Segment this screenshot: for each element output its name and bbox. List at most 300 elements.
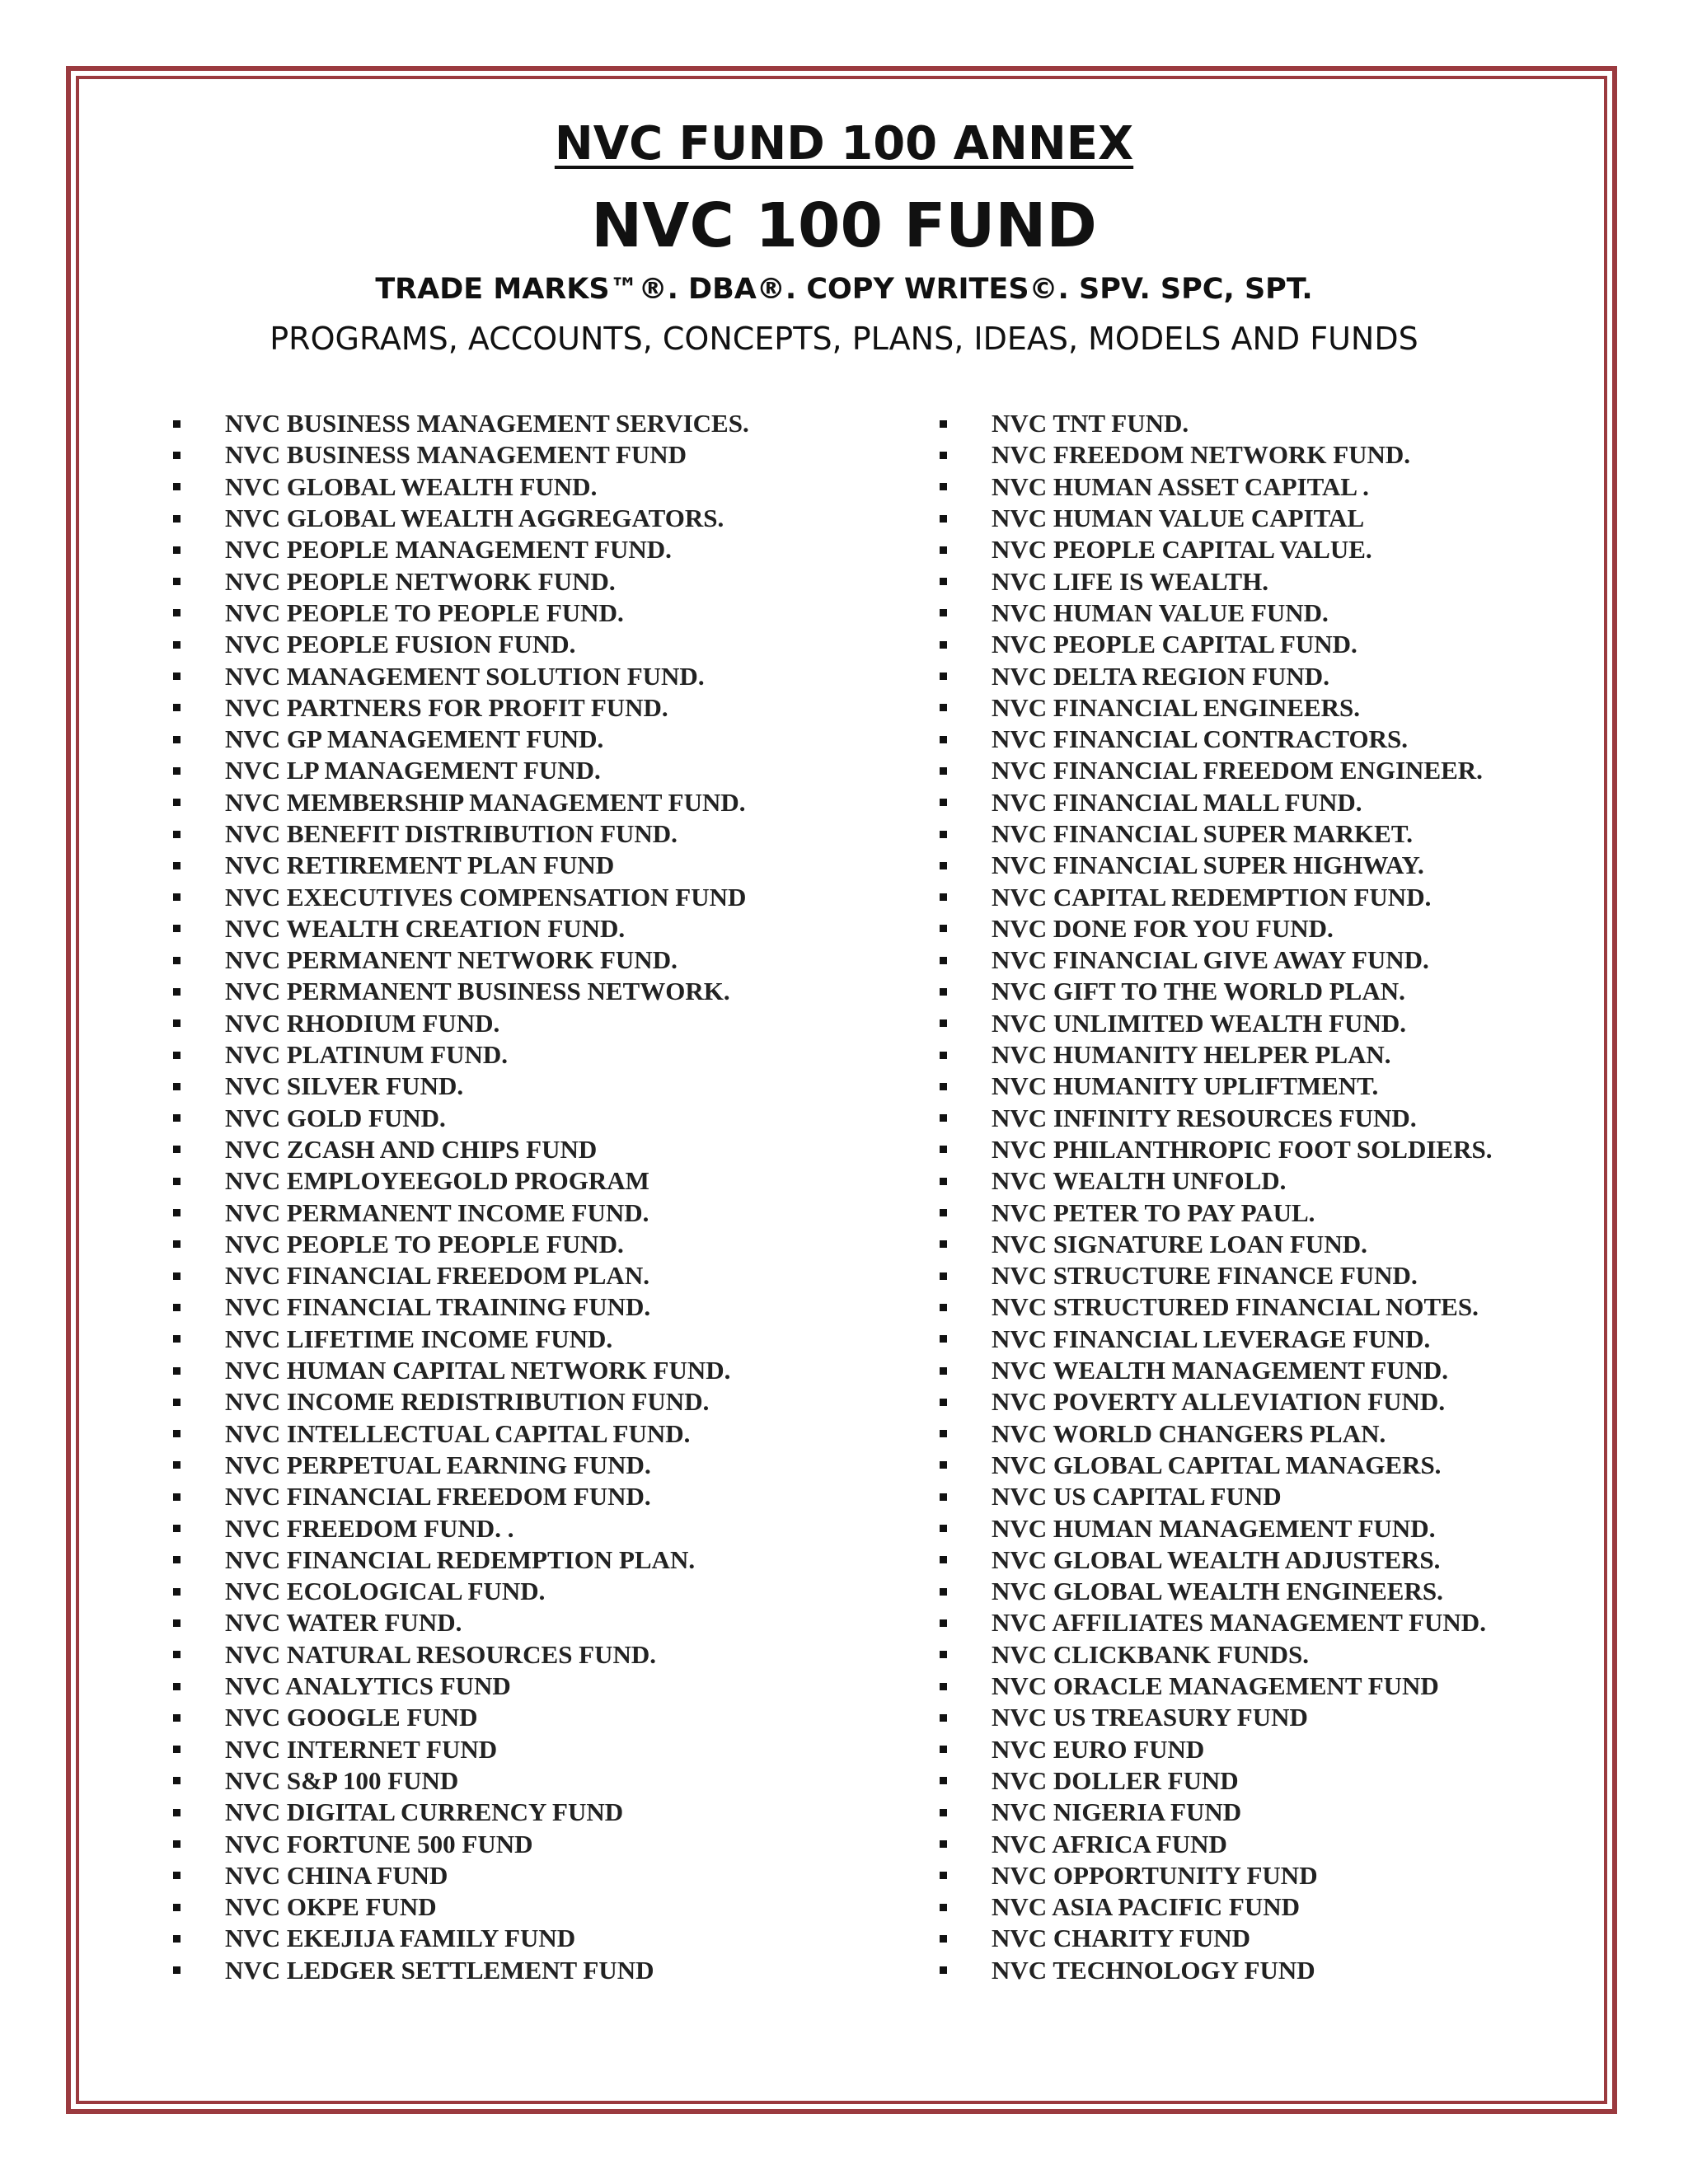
list-item (173, 1260, 898, 1291)
list-item (173, 660, 898, 691)
list-item (173, 755, 898, 786)
fund-name: NVC ASIA PACIFIC FUND (992, 1892, 1301, 1922)
list-item (173, 976, 898, 1007)
list-item (940, 1134, 1599, 1165)
square-bullet-icon (173, 673, 181, 680)
list-item (173, 1324, 898, 1355)
square-bullet-icon (940, 1651, 947, 1658)
fund-name: NVC WORLD CHANGERS PLAN. (992, 1418, 1386, 1448)
list-item (940, 1639, 1599, 1671)
list-item (940, 1418, 1599, 1450)
square-bullet-icon (940, 862, 947, 869)
list-item (173, 1797, 898, 1828)
square-bullet-icon (940, 452, 947, 459)
list-item (173, 1008, 898, 1039)
square-bullet-icon (173, 1935, 181, 1943)
square-bullet-icon (173, 1461, 181, 1469)
fund-name: NVC INTELLECTUAL CAPITAL FUND. (225, 1418, 691, 1448)
square-bullet-icon (173, 1019, 181, 1027)
list-item (940, 471, 1599, 503)
left-fund-list (173, 408, 898, 1986)
list-item (940, 565, 1599, 597)
square-bullet-icon (940, 1209, 947, 1216)
square-bullet-icon (173, 1904, 181, 1911)
square-bullet-icon (173, 1272, 181, 1280)
fund-name: NVC PEOPLE TO PEOPLE FUND. (225, 1229, 624, 1258)
square-bullet-icon (173, 1777, 181, 1784)
list-item (173, 1229, 898, 1260)
fund-name: NVC PEOPLE MANAGEMENT FUND. (225, 535, 672, 565)
square-bullet-icon (173, 1746, 181, 1753)
fund-name: NVC UNLIMITED WEALTH FUND. (992, 1008, 1406, 1038)
list-item (940, 439, 1599, 471)
square-bullet-icon (940, 673, 947, 680)
square-bullet-icon (173, 1714, 181, 1722)
square-bullet-icon (940, 1966, 947, 1974)
list-item (173, 1639, 898, 1671)
list-item (940, 1229, 1599, 1260)
square-bullet-icon (173, 1399, 181, 1406)
list-item (940, 1386, 1599, 1418)
list-item (173, 1071, 898, 1102)
fund-name: NVC ECOLOGICAL FUND. (225, 1577, 546, 1606)
square-bullet-icon (173, 1146, 181, 1153)
list-item (940, 1008, 1599, 1039)
square-bullet-icon (940, 704, 947, 711)
fund-name: NVC WEALTH MANAGEMENT FUND. (992, 1356, 1449, 1385)
square-bullet-icon (173, 420, 181, 428)
fund-name: NVC ANALYTICS FUND (225, 1671, 511, 1701)
list-item (940, 1481, 1599, 1512)
fund-name: NVC MANAGEMENT SOLUTION FUND. (225, 661, 705, 691)
fund-name: NVC PEOPLE CAPITAL FUND. (992, 630, 1357, 659)
square-bullet-icon (940, 1146, 947, 1153)
fund-name: NVC FINANCIAL CONTRACTORS. (992, 724, 1408, 754)
square-bullet-icon (940, 1714, 947, 1722)
square-bullet-icon (173, 1083, 181, 1090)
list-item (173, 1923, 898, 1954)
list-item (173, 818, 898, 850)
list-item (173, 534, 898, 565)
square-bullet-icon (940, 925, 947, 932)
fund-name: NVC DOLLER FUND (992, 1765, 1239, 1795)
list-item (940, 1450, 1599, 1481)
fund-name: NVC CLICKBANK FUNDS. (992, 1639, 1309, 1669)
square-bullet-icon (173, 1052, 181, 1059)
list-item (173, 1291, 898, 1323)
square-bullet-icon (940, 1430, 947, 1437)
square-bullet-icon (173, 1809, 181, 1816)
fund-name: NVC LIFETIME INCOME FUND. (225, 1324, 613, 1353)
list-item (940, 724, 1599, 755)
list-item (173, 850, 898, 881)
fund-name: NVC FINANCIAL TRAINING FUND. (225, 1292, 651, 1322)
fund-name: NVC OPPORTUNITY FUND (992, 1860, 1318, 1890)
square-bullet-icon (173, 1430, 181, 1437)
fund-name: NVC FORTUNE 500 FUND (225, 1829, 533, 1858)
fund-name: NVC LP MANAGEMENT FUND. (225, 756, 601, 785)
square-bullet-icon (940, 736, 947, 743)
list-item (940, 1607, 1599, 1638)
list-item (940, 1324, 1599, 1355)
list-item (940, 1891, 1599, 1923)
fund-name: NVC INCOME REDISTRIBUTION FUND. (225, 1387, 710, 1417)
fund-name: NVC OKPE FUND (225, 1892, 437, 1922)
list-item (940, 913, 1599, 944)
list-item (940, 1260, 1599, 1291)
list-item (173, 1039, 898, 1071)
list-item (940, 1702, 1599, 1733)
fund-name: NVC FINANCIAL LEVERAGE FUND. (992, 1324, 1431, 1353)
fund-name: NVC US TREASURY FUND (992, 1703, 1308, 1732)
fund-name: NVC PERMANENT INCOME FUND. (225, 1197, 649, 1227)
square-bullet-icon (940, 831, 947, 838)
fund-name: NVC GIFT TO THE WORLD PLAN. (992, 977, 1405, 1006)
list-item (173, 629, 898, 660)
list-item (940, 1860, 1599, 1891)
square-bullet-icon (173, 1619, 181, 1627)
square-bullet-icon (940, 578, 947, 585)
list-item (173, 1481, 898, 1512)
square-bullet-icon (173, 1367, 181, 1375)
list-item (173, 1418, 898, 1450)
list-item (173, 1891, 898, 1923)
list-item (940, 1671, 1599, 1702)
fund-name: NVC GOLD FUND. (225, 1103, 446, 1132)
fund-name: NVC TECHNOLOGY FUND (992, 1955, 1315, 1985)
list-item (173, 1733, 898, 1765)
fund-name: NVC FINANCIAL FREEDOM FUND. (225, 1482, 651, 1511)
fund-name: NVC CHARITY FUND (992, 1924, 1251, 1953)
fund-name: NVC GLOBAL WEALTH AGGREGATORS. (225, 504, 724, 533)
square-bullet-icon (173, 1114, 181, 1122)
list-item (173, 598, 898, 629)
fund-name: NVC EXECUTIVES COMPENSATION FUND (225, 882, 747, 912)
fund-name: NVC FREEDOM NETWORK FUND. (992, 440, 1411, 470)
fund-name: NVC PERMANENT NETWORK FUND. (225, 945, 678, 975)
fund-name: NVC AFFILIATES MANAGEMENT FUND. (992, 1608, 1486, 1638)
fund-name: NVC BENEFIT DISTRIBUTION FUND. (225, 819, 678, 848)
fund-name: NVC FINANCIAL ENGINEERS. (992, 692, 1360, 722)
square-bullet-icon (940, 1904, 947, 1911)
square-bullet-icon (173, 578, 181, 585)
fund-name: NVC FINANCIAL REDEMPTION PLAN. (225, 1544, 696, 1574)
square-bullet-icon (940, 420, 947, 428)
list-item (173, 913, 898, 944)
list-item (173, 439, 898, 471)
list-item (940, 944, 1599, 976)
list-item (173, 1671, 898, 1702)
fund-name: NVC PEOPLE TO PEOPLE FUND. (225, 598, 624, 627)
square-bullet-icon (173, 546, 181, 554)
square-bullet-icon (173, 452, 181, 459)
fund-name: NVC EURO FUND (992, 1734, 1205, 1764)
list-item (173, 1103, 898, 1134)
list-item (940, 976, 1599, 1007)
list-item (173, 1386, 898, 1418)
square-bullet-icon (940, 1461, 947, 1469)
square-bullet-icon (940, 1619, 947, 1627)
fund-name: NVC POVERTY ALLEVIATION FUND. (992, 1387, 1446, 1417)
square-bullet-icon (940, 1556, 947, 1563)
fund-name: NVC WEALTH UNFOLD. (992, 1166, 1287, 1196)
fund-name: NVC GOOGLE FUND (225, 1703, 478, 1732)
square-bullet-icon (940, 1114, 947, 1122)
square-bullet-icon (173, 1240, 181, 1248)
list-item (940, 881, 1599, 912)
fund-title: NVC 100 FUND (591, 190, 1097, 261)
fund-name: NVC WATER FUND. (225, 1608, 462, 1638)
list-item (940, 1197, 1599, 1228)
square-bullet-icon (173, 957, 181, 964)
square-bullet-icon (173, 1178, 181, 1185)
fund-name: NVC PEOPLE CAPITAL VALUE. (992, 535, 1372, 565)
square-bullet-icon (173, 704, 181, 711)
trademarks-line: TRADE MARKS™®. DBA®. COPY WRITES©. SPV. SPC, SPT. (375, 273, 1313, 306)
annex-title: NVC FUND 100 ANNEX (554, 117, 1134, 171)
fund-name: NVC FINANCIAL SUPER MARKET. (992, 819, 1413, 848)
fund-name: NVC PERPETUAL EARNING FUND. (225, 1450, 651, 1479)
square-bullet-icon (173, 1651, 181, 1658)
square-bullet-icon (173, 925, 181, 932)
list-item (173, 1828, 898, 1859)
fund-name: NVC HUMAN ASSET CAPITAL . (992, 471, 1369, 501)
square-bullet-icon (940, 1304, 947, 1311)
fund-name: NVC RETIREMENT PLAN FUND (225, 851, 615, 880)
fund-name: NVC HUMAN VALUE FUND. (992, 598, 1329, 627)
square-bullet-icon (940, 1083, 947, 1090)
square-bullet-icon (173, 1209, 181, 1216)
fund-name: NVC FINANCIAL FREEDOM PLAN. (225, 1261, 649, 1291)
list-item (940, 1733, 1599, 1765)
list-item (940, 629, 1599, 660)
square-bullet-icon (940, 1777, 947, 1784)
fund-name: NVC SIGNATURE LOAN FUND. (992, 1229, 1367, 1258)
list-item (940, 1955, 1599, 1986)
square-bullet-icon (173, 736, 181, 743)
square-bullet-icon (940, 1335, 947, 1343)
list-item (173, 471, 898, 503)
fund-name: NVC FINANCIAL FREEDOM ENGINEER. (992, 756, 1483, 785)
list-item (173, 1355, 898, 1386)
square-bullet-icon (940, 1588, 947, 1596)
list-item (940, 850, 1599, 881)
right-fund-list (940, 408, 1599, 1986)
list-item (173, 1765, 898, 1797)
square-bullet-icon (940, 1367, 947, 1375)
fund-name: NVC PETER TO PAY PAUL. (992, 1197, 1315, 1227)
fund-name: NVC TNT FUND. (992, 409, 1189, 438)
list-item (173, 787, 898, 818)
square-bullet-icon (173, 641, 181, 649)
square-bullet-icon (940, 1493, 947, 1501)
fund-name: NVC ZCASH AND CHIPS FUND (225, 1134, 598, 1164)
fund-name: NVC S&P 100 FUND (225, 1765, 459, 1795)
fund-name: NVC EMPLOYEEGOLD PROGRAM (225, 1166, 649, 1196)
programs-line: PROGRAMS, ACCOUNTS, CONCEPTS, PLANS, IDEAS, MODELS AND FUNDS (270, 321, 1418, 357)
list-item (940, 1039, 1599, 1071)
list-item (173, 1512, 898, 1544)
fund-name: NVC GP MANAGEMENT FUND. (225, 724, 604, 754)
fund-name: NVC SILVER FUND. (225, 1071, 464, 1101)
list-item (173, 1544, 898, 1576)
square-bullet-icon (940, 1809, 947, 1816)
list-item (173, 1702, 898, 1733)
list-item (173, 1165, 898, 1197)
list-item (940, 818, 1599, 850)
fund-name: NVC PEOPLE NETWORK FUND. (225, 566, 616, 596)
list-item (940, 755, 1599, 786)
square-bullet-icon (940, 893, 947, 901)
list-item (940, 408, 1599, 439)
square-bullet-icon (940, 1525, 947, 1532)
fund-name: NVC NIGERIA FUND (992, 1797, 1242, 1827)
list-item (940, 692, 1599, 724)
list-item (173, 1955, 898, 1986)
fund-name: NVC LIFE IS WEALTH. (992, 566, 1268, 596)
square-bullet-icon (940, 1178, 947, 1185)
fund-name: NVC PLATINUM FUND. (225, 1040, 508, 1070)
fund-name: NVC NATURAL RESOURCES FUND. (225, 1639, 657, 1669)
list-item (940, 1071, 1599, 1102)
fund-name: NVC FINANCIAL SUPER HIGHWAY. (992, 851, 1424, 880)
fund-name: NVC HUMAN VALUE CAPITAL (992, 504, 1365, 533)
fund-name: NVC AFRICA FUND (992, 1829, 1227, 1858)
square-bullet-icon (173, 1493, 181, 1501)
list-item (173, 1860, 898, 1891)
list-item (940, 1355, 1599, 1386)
list-item (940, 1544, 1599, 1576)
list-item (940, 787, 1599, 818)
square-bullet-icon (173, 799, 181, 806)
fund-name: NVC BUSINESS MANAGEMENT FUND (225, 440, 687, 470)
fund-name: NVC LEDGER SETTLEMENT FUND (225, 1955, 654, 1985)
square-bullet-icon (173, 1872, 181, 1879)
square-bullet-icon (940, 515, 947, 523)
fund-name: NVC STRUCTURED FINANCIAL NOTES. (992, 1292, 1479, 1322)
list-item (173, 1576, 898, 1607)
fund-name: NVC GLOBAL CAPITAL MANAGERS. (992, 1450, 1442, 1479)
fund-name: NVC FREEDOM FUND. . (225, 1513, 514, 1543)
square-bullet-icon (173, 831, 181, 838)
square-bullet-icon (940, 1019, 947, 1027)
fund-name: NVC RHODIUM FUND. (225, 1008, 500, 1038)
fund-name: NVC DELTA REGION FUND. (992, 661, 1329, 691)
square-bullet-icon (173, 1683, 181, 1690)
square-bullet-icon (173, 1304, 181, 1311)
list-item (940, 1103, 1599, 1134)
list-item (940, 534, 1599, 565)
square-bullet-icon (940, 1872, 947, 1879)
list-item (173, 1197, 898, 1228)
fund-name: NVC HUMANITY UPLIFTMENT. (992, 1071, 1379, 1101)
list-item (173, 1450, 898, 1481)
list-item (940, 1512, 1599, 1544)
fund-name: NVC DONE FOR YOU FUND. (992, 913, 1334, 943)
fund-name: NVC WEALTH CREATION FUND. (225, 913, 626, 943)
fund-name: NVC MEMBERSHIP MANAGEMENT FUND. (225, 787, 746, 817)
square-bullet-icon (173, 1588, 181, 1596)
fund-name: NVC GLOBAL WEALTH ADJUSTERS. (992, 1544, 1441, 1574)
square-bullet-icon (940, 799, 947, 806)
square-bullet-icon (940, 767, 947, 775)
fund-name: NVC INTERNET FUND (225, 1734, 498, 1764)
fund-name: NVC INFINITY RESOURCES FUND. (992, 1103, 1417, 1132)
square-bullet-icon (940, 483, 947, 490)
list-item (173, 503, 898, 534)
fund-name: NVC DIGITAL CURRENCY FUND (225, 1797, 624, 1827)
square-bullet-icon (173, 1335, 181, 1343)
square-bullet-icon (173, 1525, 181, 1532)
list-item (940, 598, 1599, 629)
fund-name: NVC GLOBAL WEALTH FUND. (225, 471, 598, 501)
square-bullet-icon (173, 1966, 181, 1974)
fund-name: NVC GLOBAL WEALTH ENGINEERS. (992, 1577, 1443, 1606)
list-item (940, 660, 1599, 691)
square-bullet-icon (940, 1746, 947, 1753)
square-bullet-icon (940, 1272, 947, 1280)
square-bullet-icon (173, 515, 181, 523)
fund-name: NVC PEOPLE FUSION FUND. (225, 630, 576, 659)
list-item (173, 724, 898, 755)
list-item (173, 408, 898, 439)
fund-name: NVC BUSINESS MANAGEMENT SERVICES. (225, 409, 749, 438)
list-item (940, 1923, 1599, 1954)
fund-name: NVC HUMAN CAPITAL NETWORK FUND. (225, 1356, 731, 1385)
list-item (940, 1291, 1599, 1323)
list-item (173, 1134, 898, 1165)
fund-name: NVC PARTNERS FOR PROFIT FUND. (225, 692, 668, 722)
fund-name: NVC US CAPITAL FUND (992, 1482, 1282, 1511)
list-item (940, 1576, 1599, 1607)
list-item (940, 1797, 1599, 1828)
square-bullet-icon (940, 609, 947, 616)
fund-name: NVC STRUCTURE FINANCE FUND. (992, 1261, 1418, 1291)
fund-name: NVC CHINA FUND (225, 1860, 448, 1890)
list-item (940, 1765, 1599, 1797)
square-bullet-icon (940, 1399, 947, 1406)
fund-name: NVC FINANCIAL GIVE AWAY FUND. (992, 945, 1429, 975)
fund-name: NVC CAPITAL REDEMPTION FUND. (992, 882, 1432, 912)
list-item (173, 565, 898, 597)
square-bullet-icon (173, 1840, 181, 1848)
square-bullet-icon (940, 1052, 947, 1059)
square-bullet-icon (173, 1556, 181, 1563)
fund-name: NVC PHILANTHROPIC FOOT SOLDIERS. (992, 1134, 1493, 1164)
list-item (173, 881, 898, 912)
list-item (940, 1828, 1599, 1859)
fund-name: NVC FINANCIAL MALL FUND. (992, 787, 1362, 817)
fund-name: NVC HUMAN MANAGEMENT FUND. (992, 1513, 1436, 1543)
list-item (173, 1607, 898, 1638)
square-bullet-icon (940, 1683, 947, 1690)
square-bullet-icon (173, 609, 181, 616)
square-bullet-icon (173, 767, 181, 775)
square-bullet-icon (173, 893, 181, 901)
list-item (173, 944, 898, 976)
list-item (940, 503, 1599, 534)
fund-name: NVC PERMANENT BUSINESS NETWORK. (225, 977, 730, 1006)
square-bullet-icon (940, 1240, 947, 1248)
fund-name: NVC EKEJIJA FAMILY FUND (225, 1924, 576, 1953)
square-bullet-icon (940, 546, 947, 554)
square-bullet-icon (940, 957, 947, 964)
square-bullet-icon (940, 1840, 947, 1848)
list-item (173, 692, 898, 724)
square-bullet-icon (173, 483, 181, 490)
fund-name: NVC HUMANITY HELPER PLAN. (992, 1040, 1391, 1070)
square-bullet-icon (173, 988, 181, 996)
